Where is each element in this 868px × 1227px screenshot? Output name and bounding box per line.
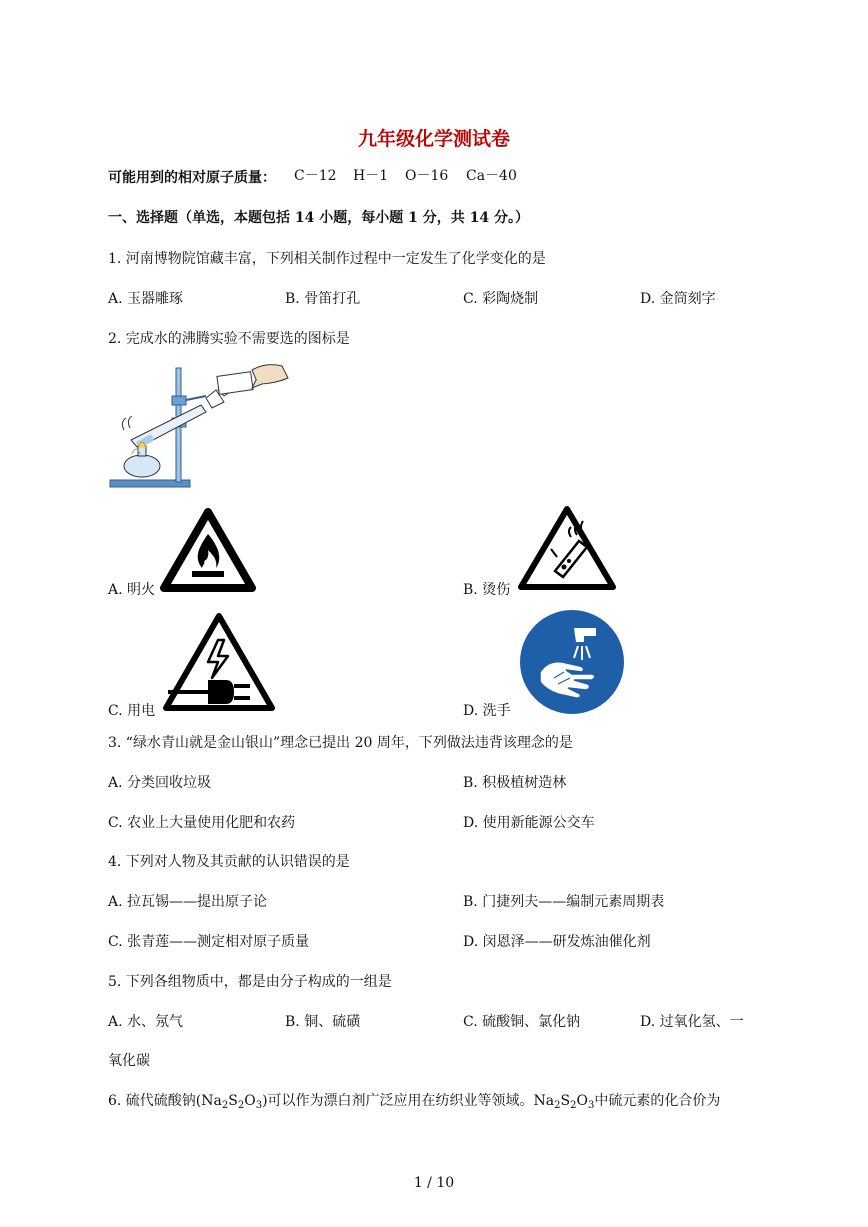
q1-option-c: C. 彩陶烧制 xyxy=(463,291,539,307)
q4-option-d: D. 闵恩泽——研发炼油催化剂 xyxy=(463,934,651,950)
boiling-apparatus-illustration xyxy=(106,360,292,492)
q3-option-c: C. 农业上大量使用化肥和农药 xyxy=(108,815,296,831)
q4-option-b: B. 门捷列夫——编制元素周期表 xyxy=(463,894,665,910)
q5-option-b: B. 铜、硫磺 xyxy=(285,1014,361,1030)
scald-warning-icon xyxy=(517,505,617,593)
q2-option-a: A. 明火 xyxy=(108,582,156,598)
question-5-stem: 5. 下列各组物质中，都是由分子构成的一组是 xyxy=(108,974,392,990)
question-1-stem: 1. 河南博物院馆藏丰富，下列相关制作过程中一定发生了化学变化的是 xyxy=(108,251,546,267)
page-number: 1 / 10 xyxy=(413,1175,455,1191)
q3-option-d: D. 使用新能源公交车 xyxy=(463,815,595,831)
q5-option-d: D. 过氧化氢、一 xyxy=(640,1014,744,1030)
q5-option-a: A. 水、氖气 xyxy=(108,1014,184,1030)
q4-option-c: C. 张青莲——测定相对原子质量 xyxy=(108,934,310,950)
q4-option-a: A. 拉瓦锡——提出原子论 xyxy=(108,894,268,910)
q3-option-a: A. 分类回收垃圾 xyxy=(108,775,212,791)
atomic-mass-h: H－1 xyxy=(353,168,389,184)
atomic-mass-o: O－16 xyxy=(405,168,449,184)
atomic-mass-ca: Ca－40 xyxy=(466,168,517,184)
q2-option-b: B. 烫伤 xyxy=(463,582,511,598)
q2-option-d: D. 洗手 xyxy=(463,703,511,719)
q1-option-d: D. 金筒刻字 xyxy=(640,291,716,307)
question-2-stem: 2. 完成水的沸腾实验不需要选的图标是 xyxy=(108,331,350,347)
flame-warning-icon xyxy=(160,508,256,594)
question-3-stem: 3. “绿水青山就是金山银山”理念已提出 20 周年，下列做法违背该理念的是 xyxy=(108,735,573,751)
electricity-warning-icon xyxy=(160,612,278,714)
page-title: 九年级化学测试卷 xyxy=(357,128,510,150)
atomic-mass-c: C－12 xyxy=(294,168,337,184)
atomic-mass-label: 可能用到的相对原子质量： xyxy=(108,170,276,186)
q3-option-b: B. 积极植树造林 xyxy=(463,775,567,791)
q1-option-b: B. 骨笛打孔 xyxy=(285,291,361,307)
section-heading: 一、选择题（单选，本题包括 14 小题，每小题 1 分，共 14 分。） xyxy=(108,210,529,226)
q2-option-c: C. 用电 xyxy=(108,703,156,719)
wash-hands-icon xyxy=(518,608,626,716)
q1-option-a: A. 玉器雕琢 xyxy=(108,291,184,307)
question-6-stem: 6. 硫代硫酸钠$(Na_2S_2O_3)$可以作为漂白剂广泛应用在纺织业等领域。$Na_2S_2O_3$中硫元素的化合价为 xyxy=(108,1093,721,1111)
q5-option-d-wrap: 氧化碳 xyxy=(108,1053,150,1069)
question-4-stem: 4. 下列对人物及其贡献的认识错误的是 xyxy=(108,854,350,870)
q5-option-c: C. 硫酸铜、氯化钠 xyxy=(463,1014,581,1030)
